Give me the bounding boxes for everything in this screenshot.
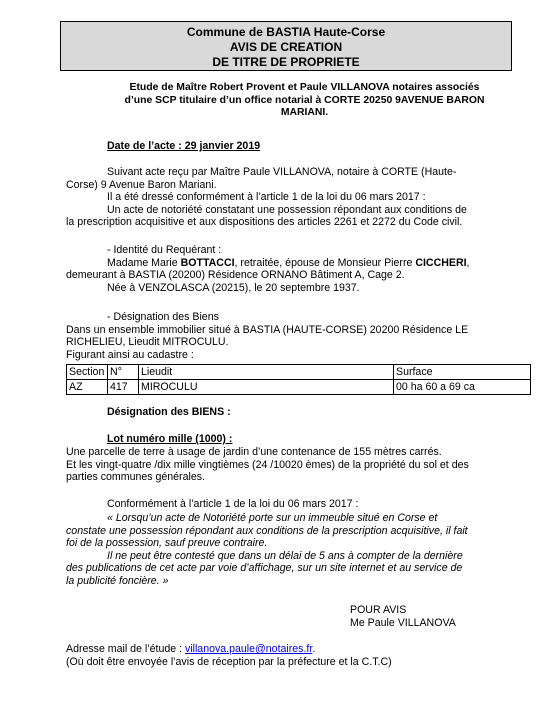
acte-line: Un acte de notoriété constatant une possession répondant aux conditions de [107, 203, 467, 216]
footer-mail-line [66, 643, 392, 656]
header-surface: Surface [394, 365, 531, 380]
mail-label: Adresse mail de l’étude : [66, 643, 185, 655]
acte-line: la prescription acquisitive et aux dispositions des articles 2261 et 2272 du Code civil. [66, 216, 463, 229]
cadastre-table [66, 364, 531, 395]
lot-line: Et les vingt-quatre /dix mille vingtièmes (24 /10020 èmes) de la propriété du sol et des [66, 458, 469, 471]
title-box [60, 21, 512, 71]
text: , [466, 256, 470, 269]
loi-quote [66, 512, 531, 588]
designation-heading: Désignation des BIENS : [107, 406, 231, 418]
title-line-avis: AVIS DE CREATION [229, 40, 343, 54]
intro-line: MARIANI. [280, 107, 329, 118]
date-acte: Date de l’acte : 29 janvier 2019 [107, 140, 261, 152]
quote-line: foi de la possession, sauf preuve contraire. [66, 537, 268, 550]
quote-line: des publications de cet acte par voie d’affichage, sur un site internet et au service de [66, 562, 463, 575]
lot-heading: Lot numéro mille (1000) : [107, 433, 233, 445]
name-ciccheri: CICCHERI [415, 256, 467, 269]
title-line-titre: DE TITRE DE PROPRIETE [212, 55, 360, 69]
signature-name: Me Paule VILLANOVA [350, 616, 456, 629]
biens-heading: - Désignation des Biens [107, 311, 219, 323]
header-section: Section [67, 365, 108, 380]
header-numero: N° [108, 365, 139, 380]
loi-intro: Conformément à l’article 1 de la loi du 06 mars 2017 : [107, 498, 359, 510]
quote-line: « Lorsqu’un acte de Notoriété porte sur un immeuble situé en Corse et [107, 512, 438, 524]
biens-line: Dans un ensemble immobilier situé à BASTIA (HAUTE-CORSE) 20200 Résidence LE [66, 323, 469, 336]
header-lieudit: Lieudit [139, 365, 394, 380]
email-link[interactable]: villanova.paule@notaires.fr [184, 643, 313, 655]
quote-line: Il ne peut être contesté que dans un délai de 5 ans à compter de la dernière [107, 549, 463, 562]
biens-line: Figurant ainsi au cadastre : [66, 348, 194, 361]
requerant-heading: - Identité du Requérant : [107, 244, 222, 256]
cell-numero: 417 [108, 380, 139, 395]
footer [66, 643, 392, 668]
lot-description [66, 446, 531, 484]
cell-section: AZ [67, 380, 108, 395]
acte-line: Il a été dressé conformément à l’article 1 de la loi du 06 mars 2017 : [107, 191, 426, 204]
quote-line: constate une possession répondant aux conditions de la prescription acquisitive, il fait [66, 524, 468, 537]
mail-end: . [312, 643, 316, 655]
intro-line: Etude de Maître Robert Provent et Paule VILLANOVA notaires associés [129, 82, 480, 93]
acte-line: Corse) 9 Avenue Baron Mariani. [66, 178, 217, 191]
requerant-line: demeurant à BASTIA (20200) Résidence ORNANO Bâtiment A, Cage 2. [66, 269, 405, 282]
intro-line: d’une SCP titulaire d’un office notarial à CORTE 20250 9AVENUE BARON [124, 94, 485, 106]
requerant-line [66, 257, 531, 270]
requerant-section [66, 244, 531, 294]
acte-section [66, 166, 531, 229]
biens-section [66, 311, 531, 361]
lot-line: parties communes générales. [66, 471, 205, 484]
intro-notaires [82, 82, 527, 120]
text: , retraitée, épouse de Monsieur Pierre [234, 256, 416, 269]
signature [350, 604, 456, 629]
acte-line: Suivant acte reçu par Maître Paule VILLANOVA, notaire à CORTE (Haute- [107, 166, 457, 178]
name-bottacci: BOTTACCI [180, 256, 235, 269]
footer-note: (Où doit être envoyée l’avis de réception par la préfecture et la C.T.C) [66, 655, 392, 668]
signature-pour-avis: POUR AVIS [350, 604, 407, 616]
cell-surface: 00 ha 60 a 69 ca [394, 380, 531, 395]
requerant-line: Née à VENZOLASCA (20215), le 20 septembre 1937. [107, 281, 360, 294]
table-row [67, 380, 531, 395]
title-line-commune: Commune de BASTIA Haute-Corse [186, 25, 386, 39]
text: Madame Marie [107, 256, 181, 269]
cell-lieudit: MIROCULU [139, 380, 394, 395]
quote-line: la publicité foncière. » [66, 574, 169, 587]
lot-line: Une parcelle de terre à usage de jardin d’une contenance de 155 mètres carrés. [66, 446, 442, 458]
table-header-row [67, 365, 531, 380]
biens-line: RICHELIEU, Lieudit MITROCULU. [66, 336, 229, 349]
